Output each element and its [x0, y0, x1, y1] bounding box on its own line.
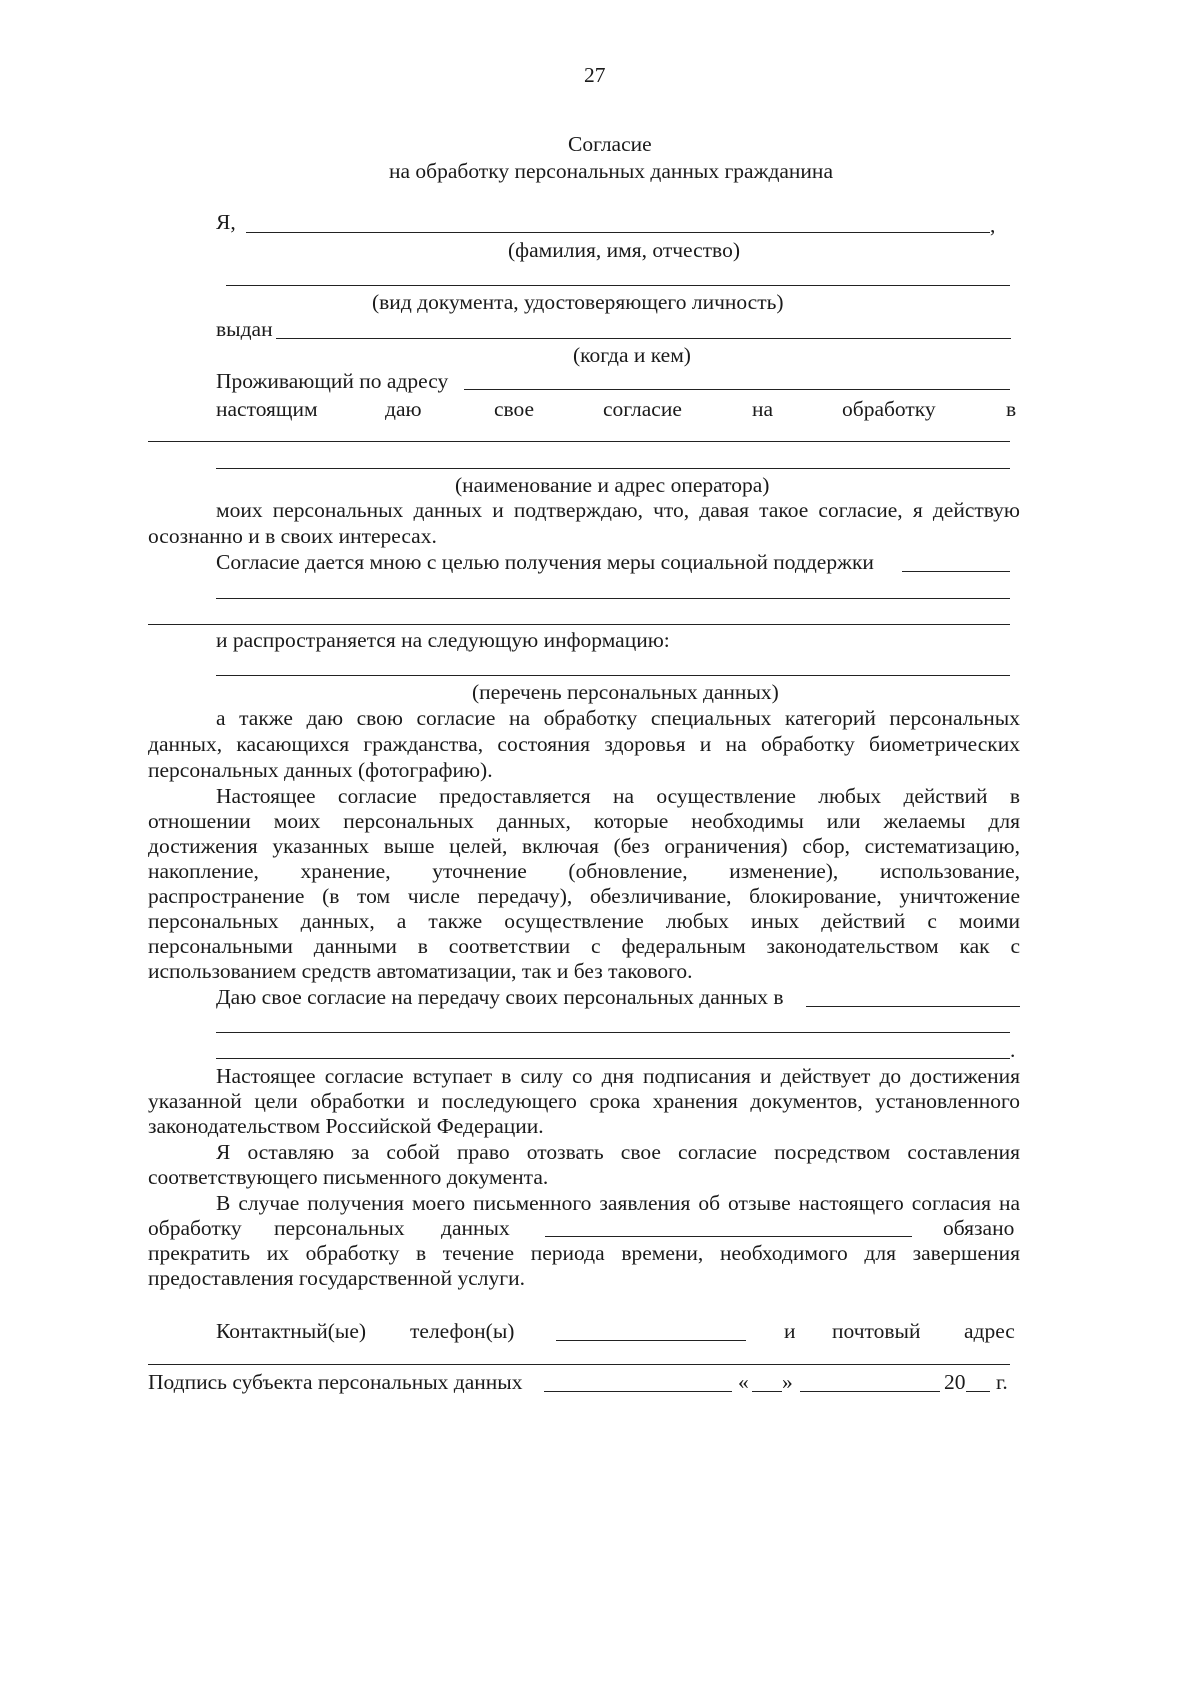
- consent-word: даю: [385, 397, 422, 421]
- purpose-text: Согласие дается мною с целью получения меры социальной поддержки: [216, 550, 874, 574]
- purpose-line-1[interactable]: [902, 571, 1010, 572]
- fio-comma: ,: [990, 213, 996, 237]
- paragraph-line: предоставления государственной услуги.: [148, 1266, 525, 1290]
- withdraw-word: данных: [441, 1216, 510, 1240]
- withdraw-word: персональных: [274, 1216, 405, 1240]
- paragraph-line: В случае получения моего письменного заявления об отзыве настоящего согласия на: [216, 1191, 1020, 1215]
- page-number: 27: [584, 63, 606, 87]
- identity-document-caption: (вид документа, удостоверяющего личность): [372, 290, 784, 314]
- info-intro: и распространяется на следующую информацию:: [216, 628, 670, 652]
- year-prefix: 20: [944, 1370, 966, 1394]
- paragraph-line: накопление, хранение, уточнение (обновление, изменение), использование,: [148, 859, 1020, 883]
- operator-line-2[interactable]: [216, 468, 1010, 469]
- purpose-line-3[interactable]: [148, 624, 1010, 625]
- paragraph-line: персональными данными в соответствии с федеральным законодательством как с: [148, 934, 1020, 958]
- paragraph-line: распространение (в том числе передачу), обезличивание, блокирование, уничтожение: [148, 884, 1020, 908]
- paragraph-line: прекратить их обработку в течение периода времени, необходимого для завершения: [148, 1241, 1020, 1265]
- consent-word: на: [752, 397, 774, 421]
- document-subtitle: на обработку персональных данных гражданина: [389, 159, 833, 183]
- consent-word: согласие: [603, 397, 682, 421]
- info-line[interactable]: [216, 675, 1010, 676]
- consent-word: настоящим: [216, 397, 318, 421]
- address-line[interactable]: [464, 389, 1010, 390]
- paragraph-line: законодательством Российской Федерации.: [148, 1114, 544, 1138]
- contact-word: и: [784, 1319, 796, 1343]
- purpose-line-2[interactable]: [216, 598, 1010, 599]
- operator-line-1[interactable]: [148, 441, 1010, 442]
- transfer-period: .: [1010, 1038, 1016, 1062]
- phone-line[interactable]: [556, 1340, 746, 1341]
- issued-label: выдан: [216, 317, 273, 341]
- paragraph-line: отношении моих персональных данных, которые необходимы или желаемы для: [148, 809, 1020, 833]
- paragraph-line: соответствующего письменного документа.: [148, 1165, 549, 1189]
- fio-line[interactable]: [246, 232, 990, 233]
- day-line[interactable]: [752, 1391, 782, 1392]
- transfer-text: Даю свое согласие на передачу своих персональных данных в: [216, 985, 784, 1009]
- issued-caption: (когда и кем): [573, 343, 691, 367]
- contact-word: телефон(ы): [410, 1319, 515, 1343]
- ya-label: Я,: [216, 210, 236, 234]
- withdraw-word: обязано: [943, 1216, 1015, 1240]
- withdraw-operator-line[interactable]: [545, 1236, 912, 1237]
- issued-line[interactable]: [276, 338, 1011, 339]
- signature-label: Подпись субъекта персональных данных: [148, 1370, 523, 1394]
- quote-close: »: [782, 1370, 793, 1394]
- quote-open: «: [738, 1370, 749, 1394]
- contact-word: адрес: [964, 1319, 1015, 1343]
- transfer-line-2[interactable]: [216, 1032, 1010, 1033]
- paragraph-line: персональных данных (фотографию).: [148, 758, 493, 782]
- paragraph-line: а также даю свою согласие на обработку специальных категорий персональных: [216, 706, 1020, 730]
- year-line[interactable]: [966, 1391, 990, 1392]
- transfer-line-3[interactable]: [216, 1058, 1010, 1059]
- year-suffix: г.: [996, 1370, 1008, 1394]
- operator-caption: (наименование и адрес оператора): [455, 473, 770, 497]
- paragraph-line: достижения указанных выше целей, включая (без ограничения) сбор, систематизацию,: [148, 834, 1020, 858]
- consent-word: в: [1006, 397, 1017, 421]
- paragraph-line: моих персональных данных и подтверждаю, что, давая такое согласие, я действую: [216, 498, 1020, 522]
- address-label: Проживающий по адресу: [216, 369, 449, 393]
- consent-word: обработку: [842, 397, 936, 421]
- paragraph-line: персональных данных, а также осуществление любых иных действий с моими: [148, 909, 1020, 933]
- paragraph-line: Настоящее согласие вступает в силу со дня подписания и действует до достижения: [216, 1064, 1020, 1088]
- contact-word: почтовый: [832, 1319, 921, 1343]
- transfer-line-1[interactable]: [806, 1006, 1020, 1007]
- info-caption: (перечень персональных данных): [472, 680, 779, 704]
- document-title: Согласие: [568, 132, 652, 156]
- paragraph-line: данных, касающихся гражданства, состояния здоровья и на обработку биометрических: [148, 732, 1020, 756]
- paragraph-line: Настоящее согласие предоставляется на осуществление любых действий в: [216, 784, 1020, 808]
- fio-caption: (фамилия, имя, отчество): [508, 238, 740, 262]
- paragraph-line: Я оставляю за собой право отозвать свое согласие посредством составления: [216, 1140, 1020, 1164]
- signature-line[interactable]: [544, 1391, 732, 1392]
- withdraw-word: обработку: [148, 1216, 242, 1240]
- paragraph-line: использованием средств автоматизации, так и без такового.: [148, 959, 693, 983]
- contact-word: Контактный(ые): [216, 1319, 367, 1343]
- paragraph-line: осознанно и в своих интересах.: [148, 524, 437, 548]
- month-line[interactable]: [800, 1391, 940, 1392]
- consent-word: свое: [494, 397, 535, 421]
- paragraph-line: указанной цели обработки и последующего срока хранения документов, установленного: [148, 1089, 1020, 1113]
- identity-document-line[interactable]: [226, 285, 1010, 286]
- postal-address-line[interactable]: [148, 1364, 1010, 1365]
